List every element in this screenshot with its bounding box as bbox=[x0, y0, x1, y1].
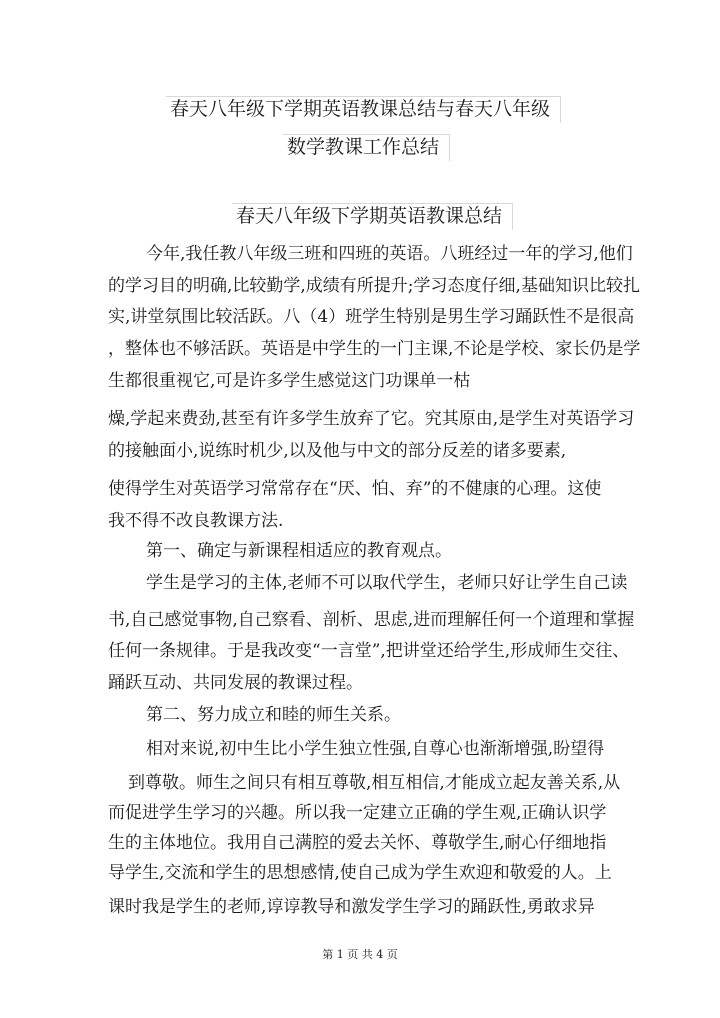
body-line: 今年,我任教八年级三班和四班的英语。八班经过一年的学习,他们 bbox=[146, 244, 633, 264]
body-line: 到尊敬。师生之间只有相互尊敬,相互相信,才能成立起友善关系,从 bbox=[128, 773, 621, 793]
body-line: 而促进学生学习的兴趣。所以我一定建立正确的学生观,正确认识学 bbox=[108, 803, 607, 823]
body-line: 书,自己感觉事物,自己察看、剖析、思虑,进而理解任何一个道理和掌握 bbox=[108, 610, 635, 630]
body-line: 踊跃互动、共同发展的教课过程。 bbox=[108, 673, 363, 693]
section-title: 春天八年级下学期英语教课总结 bbox=[232, 203, 513, 230]
document-title-line-2: 数学教课工作总结 bbox=[283, 134, 450, 161]
body-line: ，整体也不够活跃。英语是中学生的一门主课,不论是学校、家长仍是学 bbox=[108, 339, 641, 359]
body-line: 任何一条规律。于是我改变“一言堂”,把讲堂还给学生,形成师生交往、 bbox=[108, 641, 630, 661]
document-title-line-1: 春天八年级下学期英语教课总结与春天八年级 bbox=[166, 96, 561, 123]
body-line: 实,讲堂氛围比较活跃。八（4）班学生特别是男生学习踊跃性不是很高 bbox=[108, 307, 635, 327]
body-line: 导学生,交流和学生的思想感情,使自己成为学生欢迎和敬爱的人。上 bbox=[108, 863, 612, 883]
body-line: 的接触面小,说练时机少,以及他与中文的部分反差的诸多要素, bbox=[108, 441, 567, 461]
body-line: 学生是学习的主体,老师不可以取代学生，老师只好让学生自己读 bbox=[146, 573, 628, 593]
body-line: 使得学生对英语学习常常存在“厌、怕、弃”的不健康的心理。这使 bbox=[108, 479, 602, 499]
body-line: 相对来说,初中生比小学生独立性强,自尊心也渐渐增强,盼望得 bbox=[146, 739, 605, 759]
body-line: 课时我是学生的老师,谆谆教导和激发学生学习的踊跃性,勇敢求异 bbox=[108, 897, 595, 917]
page-number: 第 1 页 共 4 页 bbox=[322, 948, 398, 961]
body-line: 生都很重视它,可是许多学生感觉这门功课单一枯 bbox=[108, 371, 471, 391]
body-line: 第一、确定与新课程相适应的教育观点。 bbox=[146, 541, 452, 561]
body-line: 我不得不改良教课方法. bbox=[108, 511, 284, 531]
body-line: 燥,学起来费劲,甚至有许多学生放弃了它。究其原由,是学生对英语学习 bbox=[108, 409, 635, 429]
body-line: 第二、努力成立和睦的师生关系。 bbox=[146, 705, 401, 725]
body-line: 的学习目的明确,比较勤学,成绩有所提升;学习态度仔细,基础知识比较扎 bbox=[108, 276, 640, 296]
body-line: 生的主体地位。我用自己满腔的爱去关怀、尊敬学生,耐心仔细地指 bbox=[108, 833, 607, 853]
